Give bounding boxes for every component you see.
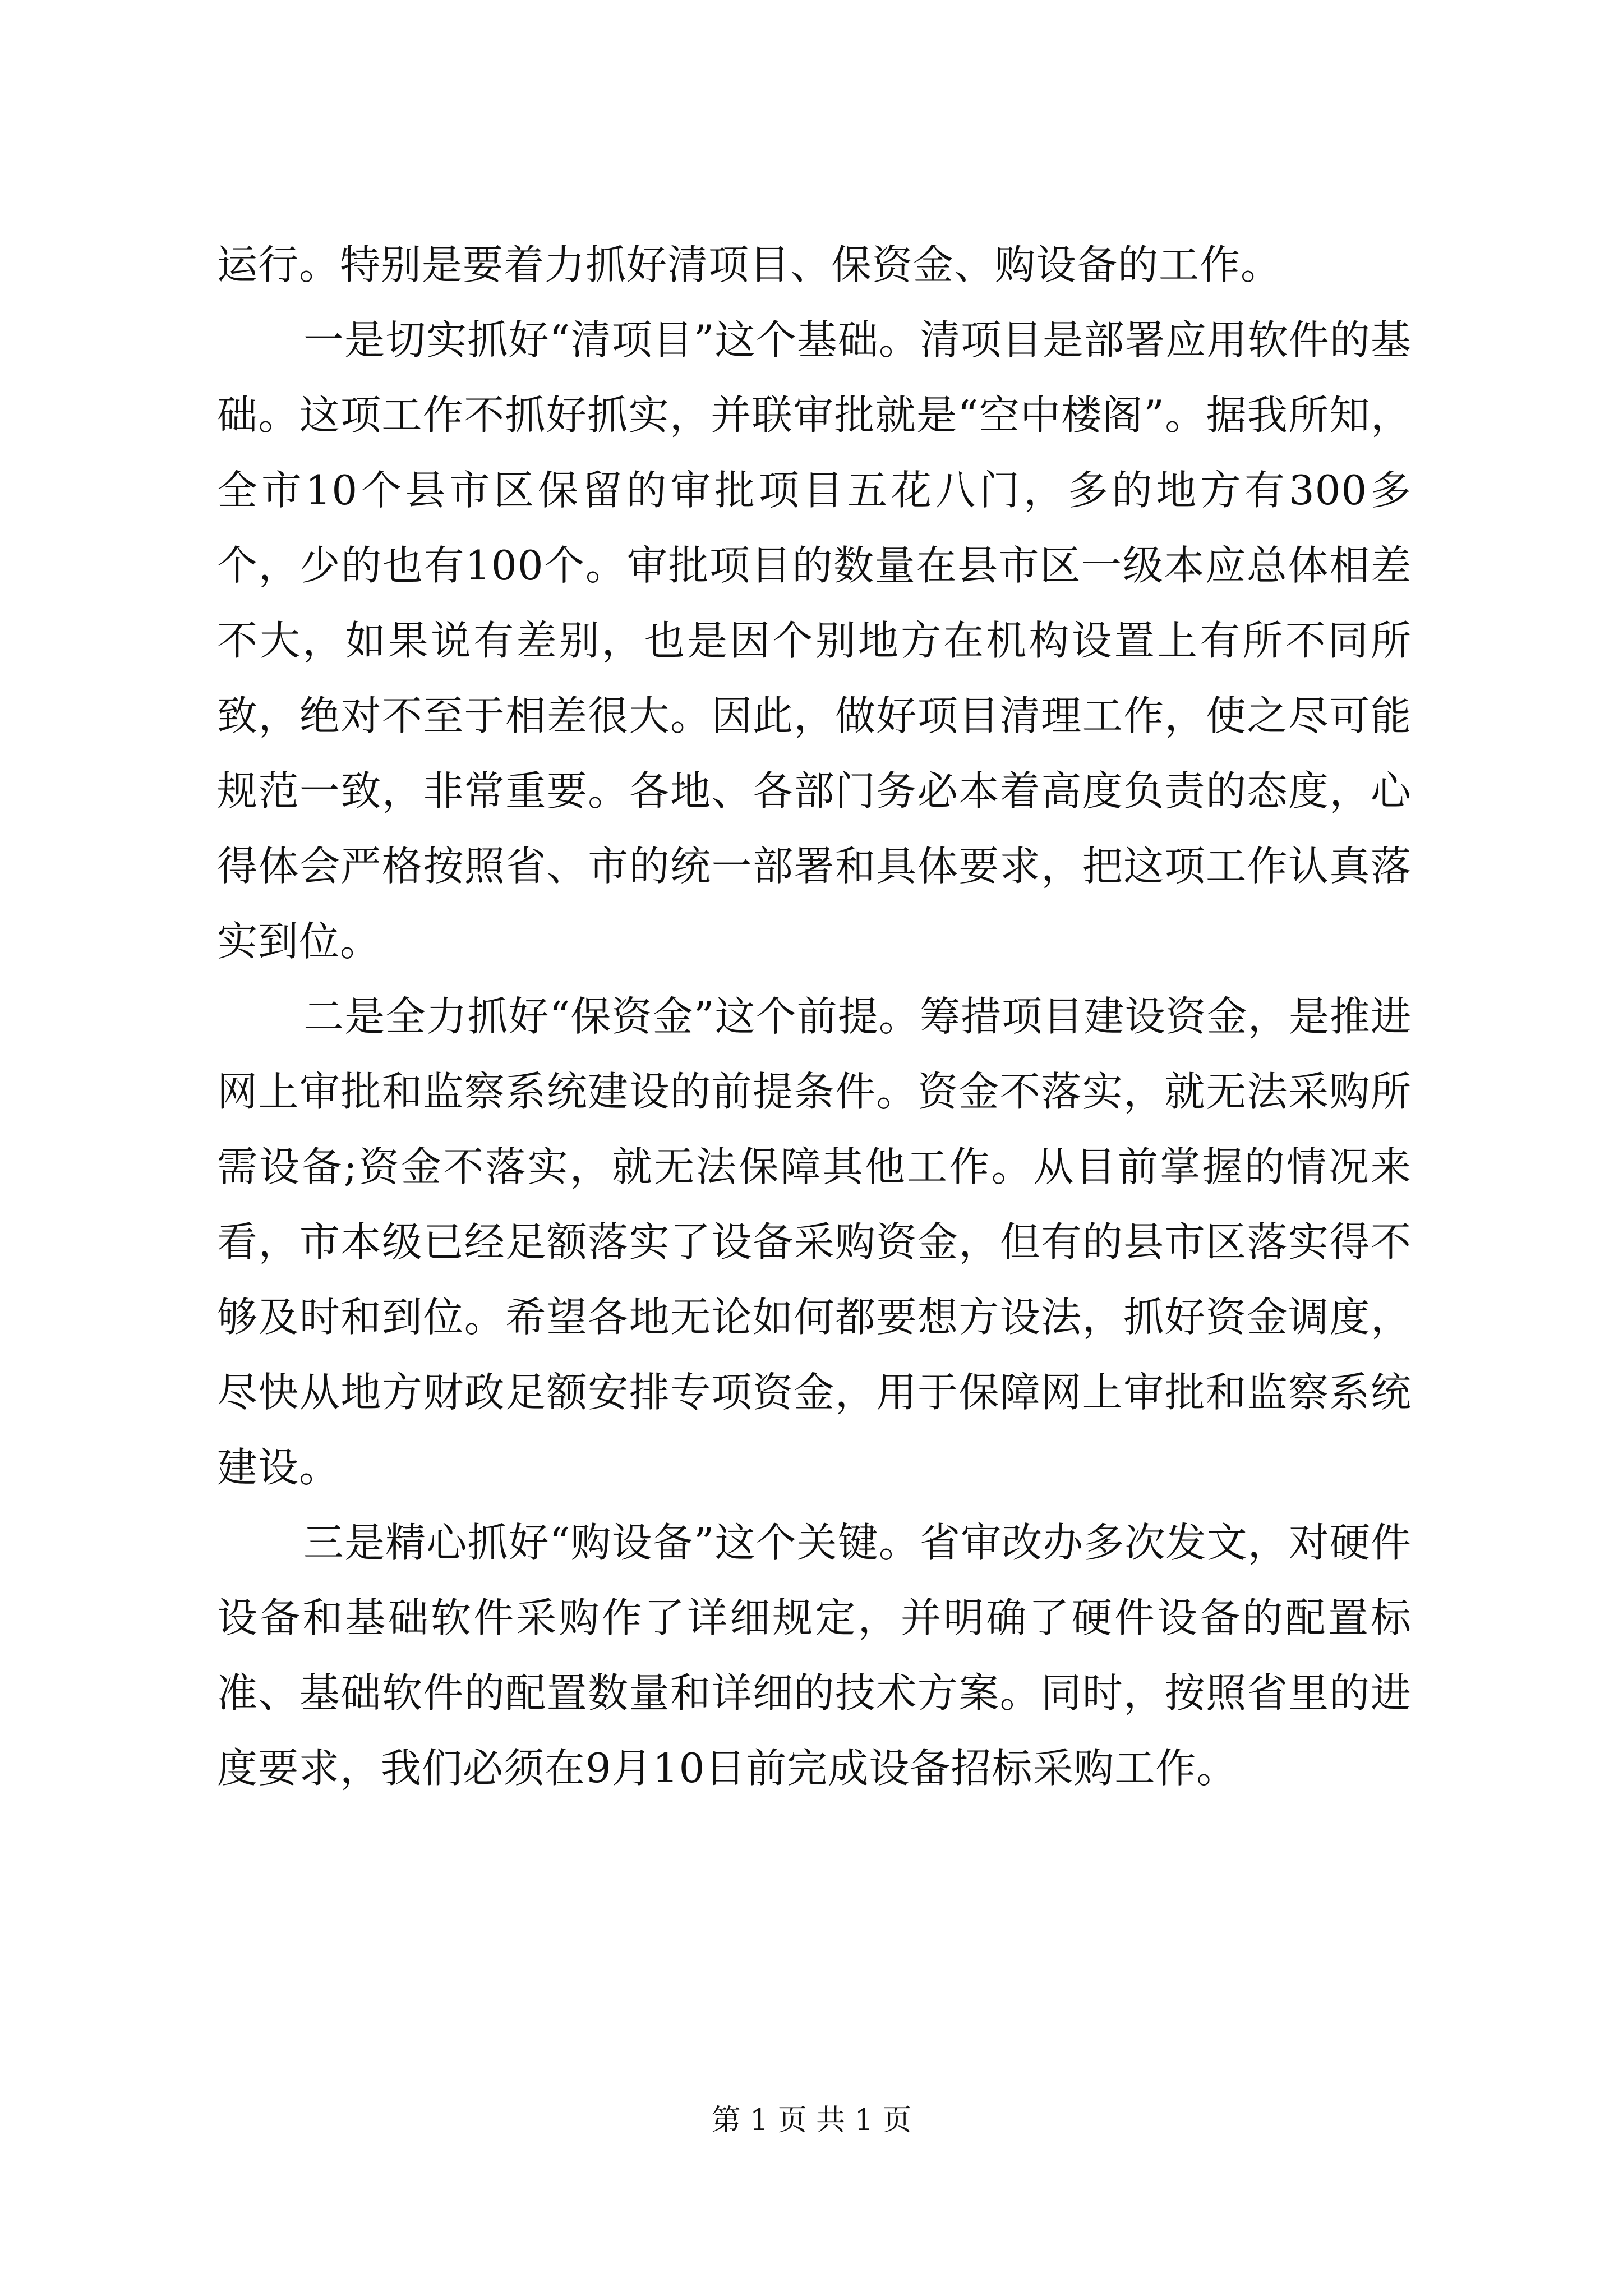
paragraph-4: 三是精心抓好“购设备”这个关键。省审改办多次发文，对硬件设备和基础软件采购作了详细规定，并明确了硬件设备的配置标准、基础软件的配置数量和详细的技术方案。同时，按照省里的进度要求，我们必须在9月10日前完成设备招标采购工作。 bbox=[217, 1519, 1412, 1792]
paragraph-2: 一是切实抓好“清项目”这个基础。清项目是部署应用软件的基础。这项工作不抓好抓实，并联审批就是“空中楼阁”。据我所知，全市10个县市区保留的审批项目五花八门，多的地方有300多个，少的也有100个。审批项目的数量在县市区一级本应总体相差不大，如果说有差别，也是因个别地方在机构设置上有所不同所致，绝对不至于相差很大。因此，做好项目清理工作，使之尽可能规范一致，非常重要。各地、各部门务必本着高度负责的态度，心得体会严格按照省、市的统一部署和具体要求，把这项工作认真落实到位。 bbox=[217, 316, 1412, 965]
paragraph-1: 运行。特别是要着力抓好清项目、保资金、购设备的工作。 bbox=[217, 241, 1282, 288]
document-body bbox=[217, 227, 1412, 1806]
paragraph-3: 二是全力抓好“保资金”这个前提。筹措项目建设资金，是推进网上审批和监察系统建设的前提条件。资金不落实，就无法采购所需设备;资金不落实，就无法保障其他工作。从目前掌握的情况来看，市本级已经足额落实了设备采购资金，但有的县市区落实得不够及时和到位。希望各地无论如何都要想方设法，抓好资金调度，尽快从地方财政足额安排专项资金，用于保障网上审批和监察系统建设。 bbox=[217, 993, 1412, 1491]
page-footer: 第 1 页 共 1 页 bbox=[711, 2104, 912, 2137]
